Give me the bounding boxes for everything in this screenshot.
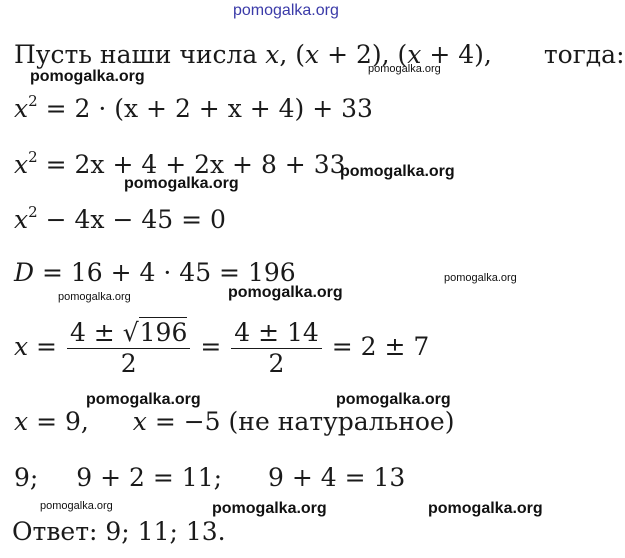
watermark-9: pomogalka.org [336,391,451,408]
intro-then: тогда: [543,40,625,69]
watermark-3: pomogalka.org [124,175,239,192]
fraction-simplified-numerator: 4 ± 14 [234,318,319,347]
solution-note: (не натуральное) [228,407,455,436]
fraction-simplified [231,318,322,379]
watermark-12: pomogalka.org [428,500,543,517]
roots-tail: = 2 ± 7 [331,332,430,361]
watermark-8: pomogalka.org [86,391,201,408]
equation-1-rhs: = 2 · (x + 2 + x + 4) + 33 [45,94,373,123]
sqrt-radicand: 196 [139,318,188,347]
watermark-11: pomogalka.org [212,500,327,517]
answer-line: Ответ: 9; 11; 13. [12,517,226,546]
fraction-sqrt: $\frac{4 \pm √196}{2}$ [67,318,190,379]
equation-3: $x^2 - 4x - 45 = 0$ [14,203,226,234]
watermark-1: pomogalka.org [30,68,145,85]
discriminant-value: = 16 + 4 · 45 = 196 [42,258,296,287]
watermark-4: pomogalka.org [340,163,455,180]
watermark-5: pomogalka.org [444,272,517,284]
number-3: 9 + 4 = 13 [267,463,406,492]
watermark-6: pomogalka.org [58,291,131,303]
watermark-10: pomogalka.org [40,500,113,512]
fraction-sqrt-lead: 4 ± [69,318,115,347]
watermark-top: pomogalka.org [233,2,339,19]
solution-x1: = 9, [36,407,89,436]
equation-1: $x^2 = 2 \cdot (x + 2 + x + 4) + 33$ [14,92,373,123]
equation-2: $x^2 = 2x + 4 + 2x + 8 + 33$ [14,148,346,179]
intro-line: Пусть наши числа x, (x + 2), (x + 4), тогда: [14,40,625,69]
number-2: 9 + 2 = 11; [76,463,223,492]
discriminant-line: D = 16 + 4 · 45 = 196 [14,258,296,287]
solutions-line: x = 9, x = −5 (не натуральное) [14,407,455,436]
watermark-2: pomogalka.org [368,63,441,75]
equation-3-rhs: − 4x − 45 = 0 [45,205,226,234]
numbers-line [14,463,405,493]
fraction-simplified-denominator: 2 [231,348,322,379]
solution-x2: = −5 [154,407,221,436]
roots-line: x = $\frac{4 \pm √196}{2}$ = $\frac{4 \pm 14}{2}$ = 2 ± 7 [14,318,430,378]
watermark-7: pomogalka.org [228,284,343,301]
fraction-sqrt-denominator: 2 [67,348,190,379]
equation-2-rhs: = 2x + 4 + 2x + 8 + 33 [45,150,346,179]
number-1: 9; [14,463,39,492]
intro-text: Пусть наши числа [14,40,258,69]
